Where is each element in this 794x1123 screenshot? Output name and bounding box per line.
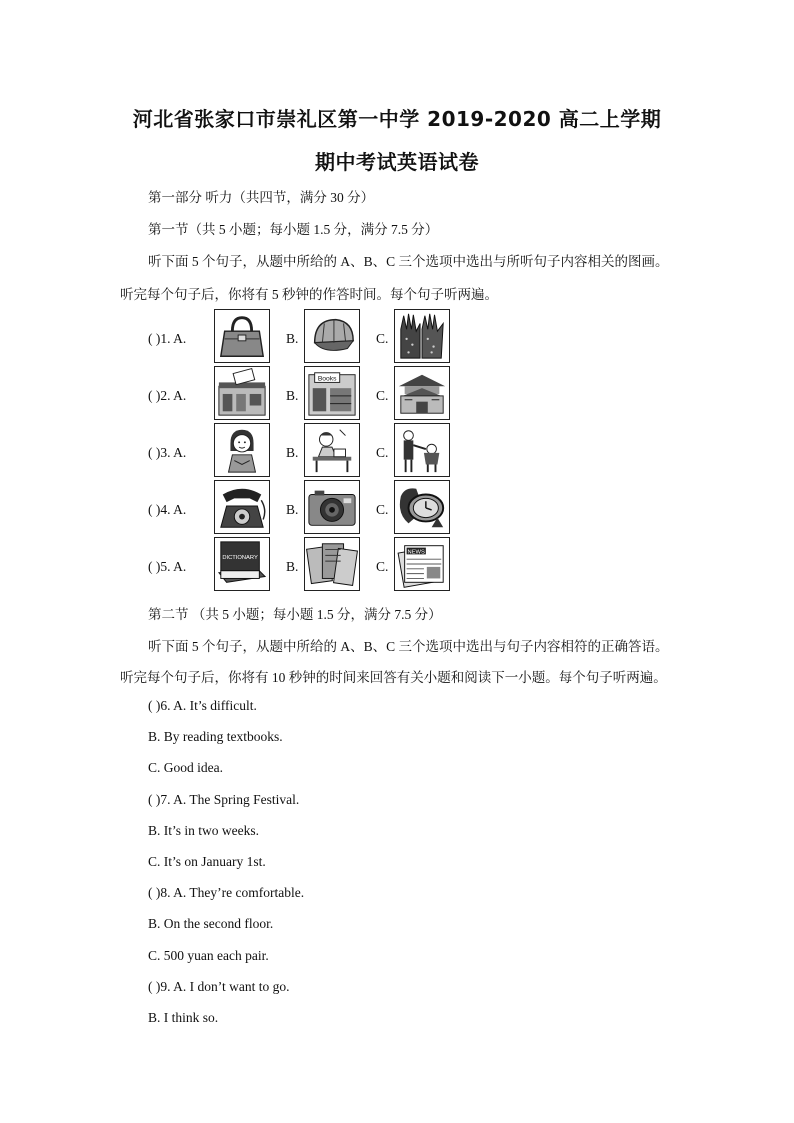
girl-icon bbox=[214, 423, 270, 477]
section1-instruction-2: 听完每个句子后，你将有 5 秒钟的作答时间。每个句子听两遍。 bbox=[120, 287, 498, 302]
section2-instruction-2: 听完每个句子后，你将有 10 秒钟的时间来回答有关小题和阅读下一小题。每个句子听两遍。 bbox=[120, 670, 667, 685]
option-b-label: B. bbox=[286, 331, 299, 346]
q6-option-c: C. Good idea. bbox=[148, 760, 223, 775]
question-row bbox=[148, 366, 468, 422]
option-b-label: B. bbox=[286, 559, 299, 574]
exam-title-line1: 河北省张家口市崇礼区第一中学 2019-2020 高二上学期 bbox=[132, 107, 662, 131]
newspaper-masthead: NEWS bbox=[407, 549, 425, 556]
section2-heading: 第二节 （共 5 小题；每小题 1.5 分，满分 7.5 分） bbox=[148, 607, 442, 622]
question-row bbox=[148, 309, 468, 365]
camera-icon bbox=[304, 480, 360, 534]
q8-line: ( )8. A. They’re comfortable. bbox=[148, 885, 305, 900]
q9-option-b: B. I think so. bbox=[148, 1010, 219, 1025]
section1-instruction-1: 听下面 5 个句子，从题中所给的 A、B、C 三个选项中选出与所听句子内容相关的图画。 bbox=[148, 254, 669, 269]
option-b-label: B. bbox=[286, 445, 299, 460]
q6-option-b: B. By reading textbooks. bbox=[148, 729, 283, 744]
handshake-icon bbox=[394, 423, 450, 477]
q8-option-c: C. 500 yuan each pair. bbox=[148, 948, 269, 963]
palace-icon bbox=[394, 366, 450, 420]
question-row bbox=[148, 537, 468, 593]
exam-title-line2: 期中考试英语试卷 bbox=[315, 150, 479, 174]
option-b-label: B. bbox=[286, 388, 299, 403]
question-label: ( )3. A. bbox=[148, 445, 187, 460]
q7-line: ( )7. A. The Spring Festival. bbox=[148, 792, 300, 807]
dictionary-cover-text: DICTIONARY bbox=[222, 555, 258, 562]
post-office-icon bbox=[214, 366, 270, 420]
option-c-label: C. bbox=[376, 502, 389, 517]
gloves-icon bbox=[394, 309, 450, 363]
q7-option-c: C. It’s on January 1st. bbox=[148, 854, 266, 869]
section1-heading: 第一节（共 5 小题；每小题 1.5 分，满分 7.5 分） bbox=[148, 222, 439, 237]
option-c-label: C. bbox=[376, 559, 389, 574]
option-b-label: B. bbox=[286, 502, 299, 517]
bookstore-icon bbox=[304, 366, 360, 420]
option-c-label: C. bbox=[376, 445, 389, 460]
question-row bbox=[148, 480, 468, 536]
bookstore-sign: Books bbox=[317, 375, 337, 383]
q6-line: ( )6. A. It’s difficult. bbox=[148, 698, 257, 713]
cap-icon bbox=[304, 309, 360, 363]
question-row bbox=[148, 423, 468, 479]
question-label: ( )2. A. bbox=[148, 388, 187, 403]
dictionary-icon bbox=[214, 537, 270, 591]
option-c-label: C. bbox=[376, 331, 389, 346]
magazines-icon bbox=[304, 537, 360, 591]
watch-icon bbox=[394, 480, 450, 534]
option-c-label: C. bbox=[376, 388, 389, 403]
student-desk-icon bbox=[304, 423, 360, 477]
question-label: ( )5. A. bbox=[148, 559, 187, 574]
q8-option-b: B. On the second floor. bbox=[148, 916, 274, 931]
question-label: ( )1. A. bbox=[148, 331, 187, 346]
newspaper-icon bbox=[394, 537, 450, 591]
q7-option-b: B. It’s in two weeks. bbox=[148, 823, 259, 838]
section2-instruction-1: 听下面 5 个句子，从题中所给的 A、B、C 三个选项中选出与句子内容相符的正确答语。 bbox=[148, 639, 669, 654]
q9-line: ( )9. A. I don’t want to go. bbox=[148, 979, 290, 994]
part1-heading: 第一部分 听力（共四节，满分 30 分） bbox=[148, 190, 375, 205]
question-label: ( )4. A. bbox=[148, 502, 187, 517]
telephone-icon bbox=[214, 480, 270, 534]
handbag-icon bbox=[214, 309, 270, 363]
